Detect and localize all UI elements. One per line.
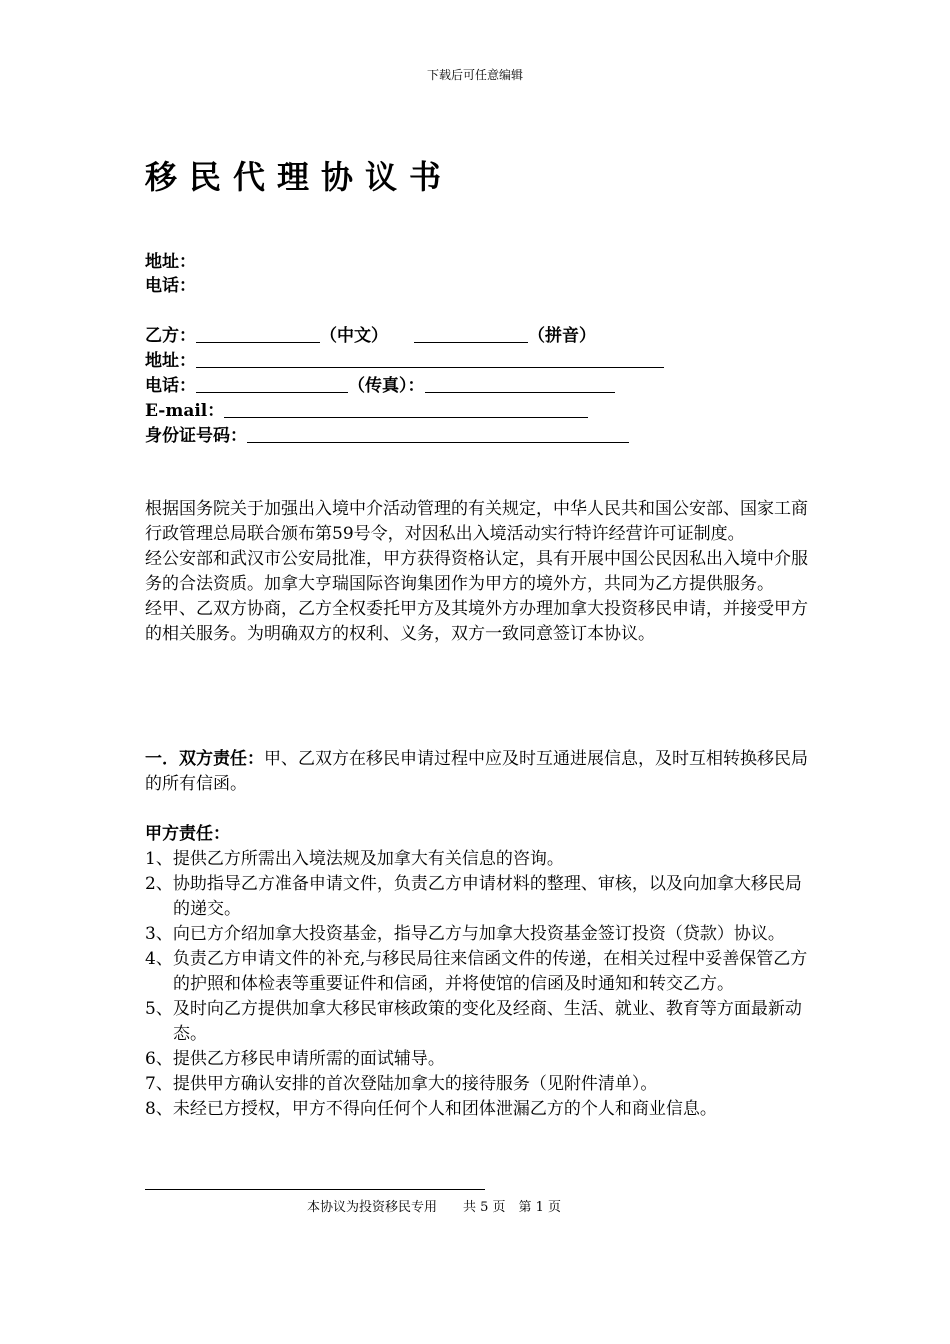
party-b-id-label: 身份证号码： [145, 426, 247, 446]
party-b-id-blank[interactable] [247, 425, 629, 443]
duty-item: 7、提供甲方确认安排的首次登陆加拿大的接待服务（见附件清单）。 [145, 1074, 658, 1094]
intro-paragraph: 经甲、乙双方协商，乙方全权委托甲方及其境外方办理加拿大投资移民申请，并接受甲方的相关服务。为明确双方的权利、义务，双方一致同意签订本协议。 [145, 599, 808, 644]
party-b-email-blank[interactable] [224, 400, 588, 418]
party-b-label: 乙方： [145, 326, 196, 346]
duty-item: 3、向已方介绍加拿大投资基金，指导乙方与加拿大投资基金签订投资（贷款）协议。 [145, 924, 785, 944]
party-b-email-row [145, 399, 588, 424]
party-b-name-row [145, 324, 596, 349]
section-heading: 一．双方责任： [145, 749, 264, 769]
duty-item: 1、提供乙方所需出入境法规及加拿大有关信息的咨询。 [145, 849, 564, 869]
party-b-address-row [145, 349, 664, 374]
document-title: 移民代理协议书 [145, 158, 454, 196]
duty-item: 5、及时向乙方提供加拿大移民审核政策的变化及经商、生活、就业、教育等方面最新动态。 [145, 999, 802, 1044]
section-mutual-duties [145, 747, 815, 797]
page-footer: 本协议为投资移民专用 共 5 页 第 1 页 [306, 1200, 562, 1215]
party-b-phone-blank[interactable] [196, 375, 348, 393]
party-b-phone-label: 电话： [145, 376, 196, 396]
party-a-duties-heading: 甲方责任： [145, 824, 230, 844]
intro-section [145, 497, 815, 647]
duty-item: 8、未经已方授权，甲方不得向任何个人和团体泄漏乙方的个人和商业信息。 [145, 1099, 717, 1119]
fax-suffix: （传真）： [348, 376, 425, 396]
pinyin-suffix: （拼音） [528, 326, 596, 346]
party-b-pinyin-name-blank[interactable] [414, 325, 528, 343]
party-b-phone-row [145, 374, 615, 399]
footer-divider [145, 1189, 485, 1190]
party-a-address-label: 地址： [145, 252, 196, 272]
intro-paragraph: 经公安部和武汉市公安局批准，甲方获得资格认定，具有开展中国公民因私出入境中介服务的合法资质。加拿大亨瑞国际咨询集团作为甲方的境外方，共同为乙方提供服务。 [145, 549, 808, 594]
party-b-email-label: E-mail： [145, 401, 225, 421]
page-header: 下载后可任意编辑 [426, 68, 523, 82]
party-a-phone-label: 电话： [145, 276, 196, 296]
section-text: 甲、乙双方在移民申请过程中应及时互通进展信息，及时互相转换移民局的所有信函。 [145, 749, 808, 794]
duty-item: 6、提供乙方移民申请所需的面试辅导。 [145, 1049, 445, 1069]
duty-item: 4、负责乙方申请文件的补充,与移民局往来信函文件的传递，在相关过程中妥善保管乙方的护照和体检表等重要证件和信函，并将使馆的信函及时通知和转交乙方。 [145, 949, 808, 994]
party-b-chinese-name-blank[interactable] [196, 325, 320, 343]
party-b-address-label: 地址： [145, 351, 196, 371]
party-b-id-row [145, 424, 629, 449]
intro-paragraph: 根据国务院关于加强出入境中介活动管理的有关规定，中华人民共和国公安部、国家工商行政管理总局联合颁布第59号令，对因私出入境活动实行特许经营许可证制度。 [145, 499, 808, 544]
party-b-fax-blank[interactable] [425, 375, 615, 393]
chinese-suffix: （中文） [320, 326, 388, 346]
party-b-address-blank[interactable] [196, 350, 664, 368]
party-a-duties-section [145, 822, 815, 1122]
duty-item: 2、协助指导乙方准备申请文件，负责乙方申请材料的整理、审核，以及向加拿大移民局的递交。 [145, 874, 802, 919]
